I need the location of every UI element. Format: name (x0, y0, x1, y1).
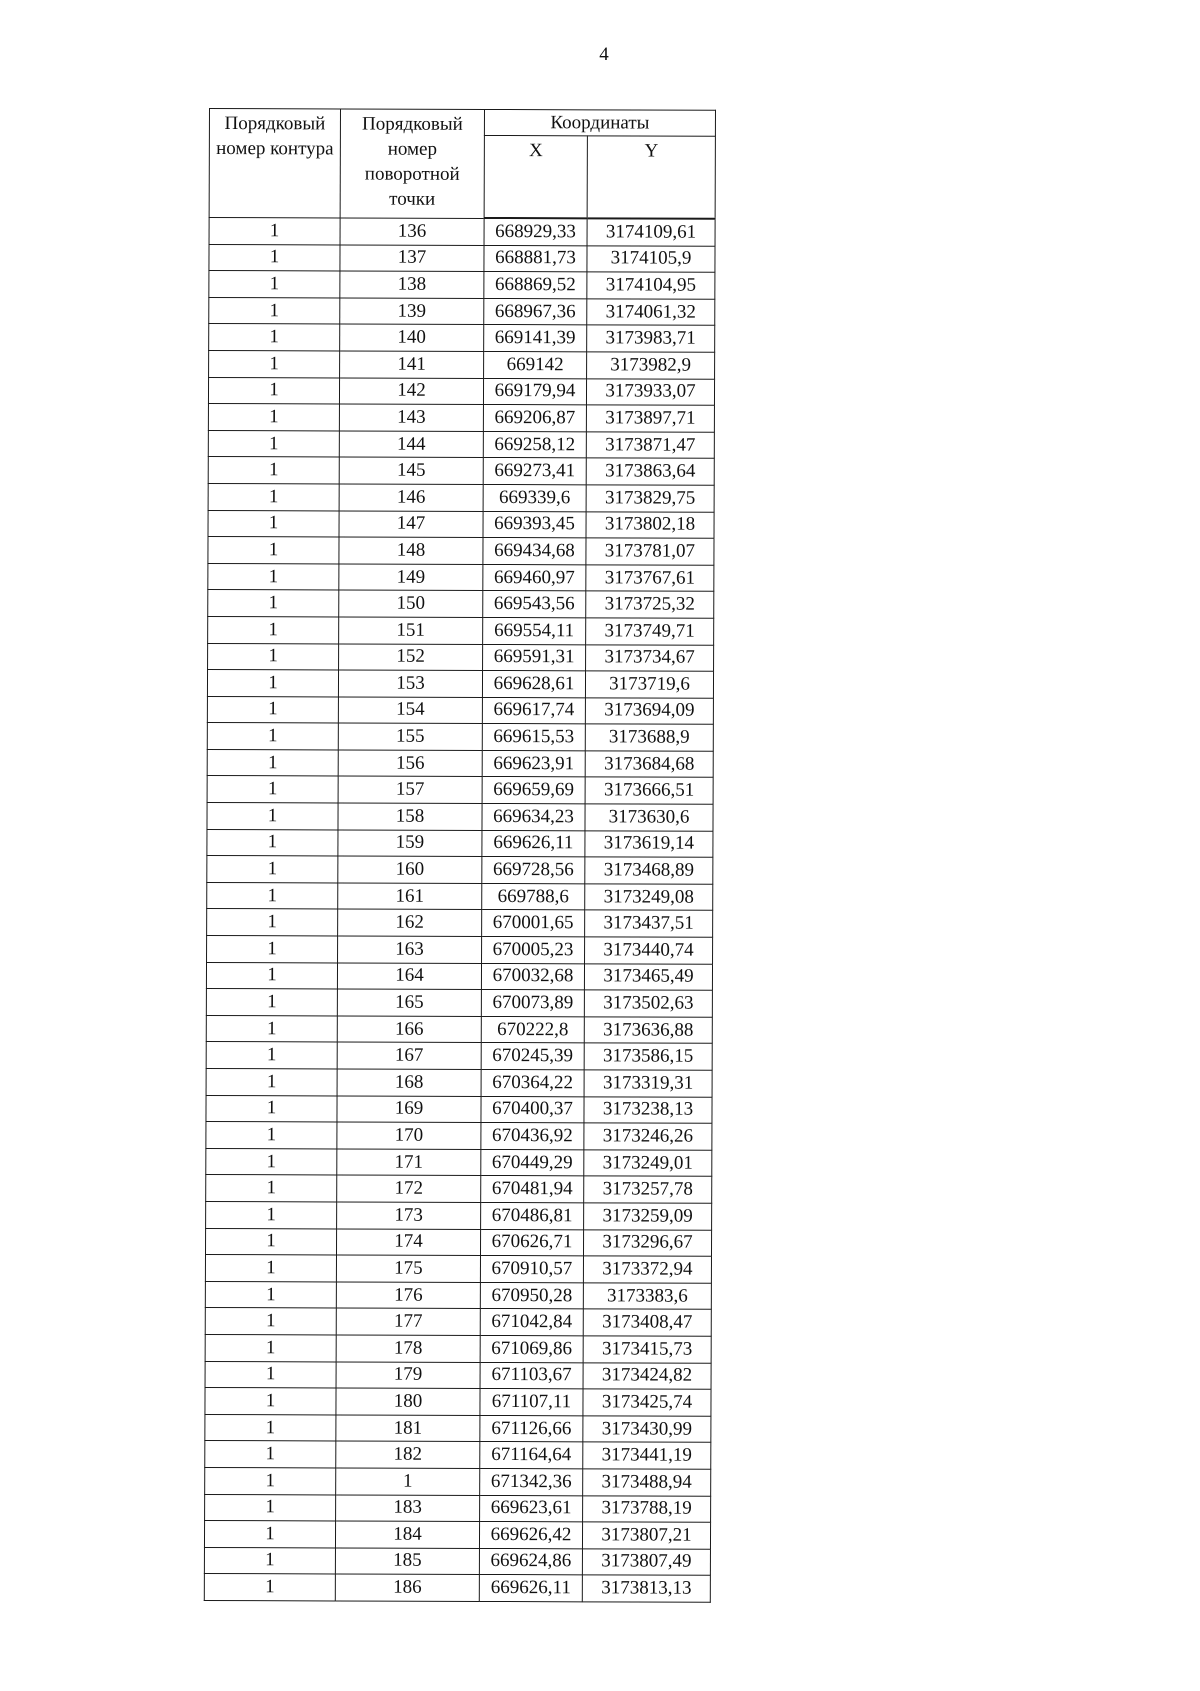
cell-y: 3173829,75 (586, 485, 714, 512)
cell-contour-number: 1 (206, 1095, 337, 1122)
cell-y: 3173788,19 (583, 1495, 711, 1522)
table-row (205, 1388, 711, 1416)
cell-point-number: 154 (338, 697, 482, 724)
cell-contour-number: 1 (208, 563, 339, 590)
cell-y: 3173430,99 (583, 1416, 711, 1443)
cell-point-number: 170 (337, 1122, 481, 1149)
cell-contour-number: 1 (205, 1441, 336, 1468)
cell-y: 3173502,63 (584, 990, 712, 1017)
cell-point-number: 144 (339, 431, 483, 458)
header-coordinates: Координаты (484, 109, 715, 136)
table-row (207, 829, 713, 857)
cell-contour-number: 1 (208, 404, 339, 431)
cell-x: 670436,92 (481, 1123, 584, 1150)
cell-point-number: 167 (337, 1042, 481, 1069)
cell-x: 670001,65 (482, 910, 585, 937)
cell-contour-number: 1 (207, 829, 338, 856)
cell-contour-number: 1 (207, 856, 338, 883)
cell-x: 669179,94 (483, 378, 586, 405)
cell-y: 3173259,09 (584, 1203, 712, 1230)
cell-x: 670222,8 (481, 1016, 584, 1043)
cell-point-number: 139 (340, 298, 484, 325)
cell-point-number: 165 (337, 989, 481, 1016)
cell-contour-number: 1 (204, 1521, 335, 1548)
table-row (207, 723, 713, 751)
cell-point-number: 181 (336, 1415, 480, 1442)
table-row (208, 377, 714, 405)
cell-y: 3173586,15 (584, 1043, 712, 1070)
cell-y: 3173465,49 (584, 963, 712, 990)
cell-contour-number: 1 (204, 1574, 335, 1601)
cell-y: 3173319,31 (584, 1070, 712, 1097)
cell-contour-number: 1 (205, 1228, 336, 1255)
cell-x: 671103,67 (480, 1362, 583, 1389)
table-row (208, 643, 714, 671)
cell-x: 670481,94 (481, 1176, 584, 1203)
cell-y: 3173982,9 (587, 352, 715, 379)
cell-point-number: 164 (337, 963, 481, 990)
cell-point-number: 1 (336, 1468, 480, 1495)
cell-x: 671042,84 (480, 1309, 583, 1336)
cell-y: 3174109,61 (587, 218, 715, 246)
table-row (206, 1201, 712, 1229)
cell-point-number: 185 (335, 1548, 479, 1575)
cell-y: 3173296,67 (583, 1229, 711, 1256)
cell-point-number: 142 (339, 378, 483, 405)
cell-x: 669788,6 (482, 883, 585, 910)
table-row (209, 271, 715, 299)
cell-point-number: 177 (336, 1308, 480, 1335)
cell-contour-number: 1 (206, 1068, 337, 1095)
table-row (205, 1334, 711, 1362)
table-row (208, 404, 714, 432)
table-row (209, 244, 715, 272)
cell-contour-number: 1 (205, 1334, 336, 1361)
cell-x: 671342,36 (480, 1468, 583, 1495)
cell-contour-number: 1 (208, 510, 339, 537)
cell-contour-number: 1 (206, 1148, 337, 1175)
cell-x: 670364,22 (481, 1069, 584, 1096)
cell-x: 670245,39 (481, 1043, 584, 1070)
cell-contour-number: 1 (206, 1122, 337, 1149)
table-row (205, 1255, 711, 1283)
cell-y: 3173719,6 (585, 671, 713, 698)
header-x: X (484, 135, 587, 218)
cell-point-number: 156 (338, 750, 482, 777)
cell-y: 3173684,68 (585, 751, 713, 778)
table-row (204, 1547, 710, 1575)
cell-contour-number: 1 (205, 1281, 336, 1308)
cell-y: 3173372,94 (583, 1256, 711, 1283)
cell-point-number: 146 (339, 484, 483, 511)
cell-y: 3173246,26 (584, 1123, 712, 1150)
cell-point-number: 152 (339, 643, 483, 670)
cell-x: 669339,6 (483, 484, 586, 511)
cell-contour-number: 1 (205, 1467, 336, 1494)
cell-y: 3173424,82 (583, 1362, 711, 1389)
cell-x: 669617,74 (482, 697, 585, 724)
cell-x: 671107,11 (480, 1389, 583, 1416)
cell-contour-number: 1 (209, 271, 340, 298)
cell-point-number: 172 (337, 1175, 481, 1202)
cell-point-number: 137 (340, 245, 484, 272)
table-row (207, 696, 713, 724)
table-row (208, 590, 714, 618)
cell-x: 669624,86 (479, 1548, 582, 1575)
cell-y: 3173734,67 (586, 644, 714, 671)
cell-contour-number: 1 (205, 1414, 336, 1441)
cell-contour-number: 1 (208, 377, 339, 404)
cell-contour-number: 1 (209, 244, 340, 271)
cell-x: 668967,36 (484, 298, 587, 325)
cell-contour-number: 1 (207, 936, 338, 963)
cell-x: 669591,31 (483, 644, 586, 671)
table-row (206, 962, 712, 990)
table-row (207, 776, 713, 804)
cell-x: 669623,91 (482, 750, 585, 777)
cell-contour-number: 1 (208, 457, 339, 484)
cell-contour-number: 1 (208, 616, 339, 643)
table-row (207, 803, 713, 831)
table-row (205, 1441, 711, 1469)
cell-contour-number: 1 (206, 989, 337, 1016)
cell-x: 669628,61 (482, 671, 585, 698)
cell-x: 671069,86 (480, 1335, 583, 1362)
cell-contour-number: 1 (208, 643, 339, 670)
cell-contour-number: 1 (207, 909, 338, 936)
cell-x: 668881,73 (484, 245, 587, 272)
table-row (208, 537, 714, 565)
cell-contour-number: 1 (207, 749, 338, 776)
cell-y: 3173468,89 (585, 857, 713, 884)
table-row (208, 430, 714, 458)
cell-contour-number: 1 (205, 1308, 336, 1335)
cell-x: 669554,11 (483, 617, 586, 644)
cell-y: 3173630,6 (585, 804, 713, 831)
cell-x: 669659,69 (482, 777, 585, 804)
table-row (205, 1308, 711, 1336)
cell-contour-number: 1 (208, 590, 339, 617)
cell-contour-number: 1 (205, 1388, 336, 1415)
cell-point-number: 169 (337, 1096, 481, 1123)
cell-point-number: 162 (338, 909, 482, 936)
cell-y: 3173440,74 (585, 937, 713, 964)
table-row (208, 563, 714, 591)
cell-point-number: 151 (339, 617, 483, 644)
table-row (208, 483, 714, 511)
cell-x: 670950,28 (480, 1282, 583, 1309)
table-body (204, 217, 715, 1602)
cell-x: 670449,29 (481, 1149, 584, 1176)
cell-contour-number: 1 (209, 350, 340, 377)
cell-point-number: 157 (338, 776, 482, 803)
table-row (205, 1361, 711, 1389)
cell-point-number: 158 (338, 803, 482, 830)
cell-y: 3173807,49 (582, 1549, 710, 1576)
cell-y: 3173636,88 (584, 1017, 712, 1044)
table-row (206, 1015, 712, 1043)
cell-x: 670032,68 (481, 963, 584, 990)
cell-contour-number: 1 (206, 1015, 337, 1042)
cell-y: 3173813,13 (582, 1575, 710, 1602)
table-row (209, 350, 715, 378)
cell-y: 3173415,73 (583, 1336, 711, 1363)
cell-contour-number: 1 (209, 217, 340, 245)
cell-x: 670910,57 (480, 1256, 583, 1283)
cell-point-number: 178 (336, 1335, 480, 1362)
table-row (207, 749, 713, 777)
cell-contour-number: 1 (209, 324, 340, 351)
page-number: 4 (599, 44, 609, 65)
cell-point-number: 184 (335, 1521, 479, 1548)
cell-x: 670073,89 (481, 990, 584, 1017)
cell-point-number: 174 (336, 1229, 480, 1256)
header-point-number: Порядковый номер поворотной точки (340, 109, 484, 218)
cell-point-number: 171 (337, 1149, 481, 1176)
table-row (207, 936, 713, 964)
table-row (208, 510, 714, 538)
cell-point-number: 148 (339, 537, 483, 564)
cell-y: 3173802,18 (586, 511, 714, 538)
cell-x: 669434,68 (483, 538, 586, 565)
table-row (205, 1281, 711, 1309)
cell-x: 668869,52 (484, 272, 587, 299)
cell-x: 669623,61 (480, 1495, 583, 1522)
table-row (209, 324, 715, 352)
cell-point-number: 141 (340, 351, 484, 378)
cell-x: 669141,39 (484, 325, 587, 352)
cell-y: 3173688,9 (585, 724, 713, 751)
table-row (208, 457, 714, 485)
cell-y: 3173437,51 (585, 910, 713, 937)
cell-point-number: 179 (336, 1361, 480, 1388)
header-contour-number: Порядковый номер контура (209, 109, 340, 218)
cell-contour-number: 1 (207, 776, 338, 803)
cell-y: 3173933,07 (586, 378, 714, 405)
table-row (205, 1467, 711, 1495)
cell-point-number: 168 (337, 1069, 481, 1096)
table-row (206, 989, 712, 1017)
cell-y: 3173441,19 (583, 1442, 711, 1469)
cell-point-number: 150 (339, 590, 483, 617)
cell-contour-number: 1 (206, 1175, 337, 1202)
cell-point-number: 140 (340, 324, 484, 351)
cell-x: 671164,64 (480, 1442, 583, 1469)
cell-x: 669634,23 (482, 804, 585, 831)
cell-x: 670486,81 (481, 1202, 584, 1229)
cell-point-number: 147 (339, 510, 483, 537)
table-header (209, 109, 715, 219)
cell-x: 669393,45 (483, 511, 586, 538)
table-row (209, 217, 715, 246)
table-row (206, 1042, 712, 1070)
cell-x: 669626,11 (479, 1575, 582, 1602)
cell-x: 668929,33 (484, 218, 587, 245)
cell-point-number: 183 (336, 1494, 480, 1521)
cell-x: 669626,42 (479, 1522, 582, 1549)
cell-y: 3173619,14 (585, 830, 713, 857)
cell-y: 3173871,47 (586, 432, 714, 459)
cell-y: 3173897,71 (586, 405, 714, 432)
cell-y: 3173666,51 (585, 777, 713, 804)
cell-point-number: 138 (340, 271, 484, 298)
table-row (207, 882, 713, 910)
cell-contour-number: 1 (207, 670, 338, 697)
cell-point-number: 159 (338, 830, 482, 857)
cell-point-number: 182 (336, 1441, 480, 1468)
cell-point-number: 161 (338, 883, 482, 910)
cell-point-number: 136 (340, 217, 484, 245)
cell-x: 669626,11 (482, 830, 585, 857)
cell-point-number: 186 (335, 1574, 479, 1601)
table-row (204, 1574, 710, 1602)
table-row (207, 856, 713, 884)
cell-y: 3173408,47 (583, 1309, 711, 1336)
table-row (206, 1068, 712, 1096)
cell-contour-number: 1 (209, 297, 340, 324)
cell-y: 3173383,6 (583, 1283, 711, 1310)
table-row (205, 1414, 711, 1442)
cell-x: 669142 (484, 351, 587, 378)
cell-contour-number: 1 (206, 1201, 337, 1228)
cell-point-number: 175 (336, 1255, 480, 1282)
table-row (204, 1521, 710, 1549)
cell-point-number: 160 (338, 856, 482, 883)
cell-y: 3174104,95 (587, 272, 715, 299)
cell-x: 669206,87 (483, 405, 586, 432)
cell-point-number: 163 (338, 936, 482, 963)
cell-x: 669273,41 (483, 458, 586, 485)
table-row (206, 1148, 712, 1176)
cell-x: 670626,71 (480, 1229, 583, 1256)
cell-y: 3173725,32 (586, 591, 714, 618)
cell-contour-number: 1 (208, 430, 339, 457)
cell-y: 3174061,32 (587, 299, 715, 326)
cell-contour-number: 1 (206, 962, 337, 989)
cell-contour-number: 1 (208, 537, 339, 564)
cell-y: 3173249,08 (585, 884, 713, 911)
coordinates-table (204, 108, 716, 1603)
cell-contour-number: 1 (204, 1547, 335, 1574)
cell-contour-number: 1 (207, 882, 338, 909)
cell-y: 3173257,78 (584, 1176, 712, 1203)
cell-contour-number: 1 (207, 723, 338, 750)
cell-y: 3173863,64 (586, 458, 714, 485)
cell-y: 3173983,71 (587, 325, 715, 352)
cell-y: 3174105,9 (587, 245, 715, 272)
cell-point-number: 145 (339, 457, 483, 484)
cell-point-number: 173 (337, 1202, 481, 1229)
table-row (207, 909, 713, 937)
cell-x: 669543,56 (483, 591, 586, 618)
cell-x: 669258,12 (483, 431, 586, 458)
cell-contour-number: 1 (208, 483, 339, 510)
cell-point-number: 143 (339, 404, 483, 431)
cell-y: 3173694,09 (585, 698, 713, 725)
cell-point-number: 180 (336, 1388, 480, 1415)
table-row (207, 670, 713, 698)
cell-point-number: 153 (338, 670, 482, 697)
cell-contour-number: 1 (205, 1255, 336, 1282)
cell-contour-number: 1 (205, 1361, 336, 1388)
table-row (206, 1122, 712, 1150)
table-row (208, 616, 714, 644)
cell-y: 3173488,94 (583, 1469, 711, 1496)
cell-contour-number: 1 (207, 696, 338, 723)
cell-x: 669728,56 (482, 857, 585, 884)
table-row (205, 1228, 711, 1256)
table-row (209, 297, 715, 325)
table-row (205, 1494, 711, 1522)
cell-x: 669460,97 (483, 564, 586, 591)
cell-y: 3173425,74 (583, 1389, 711, 1416)
cell-contour-number: 1 (206, 1042, 337, 1069)
cell-point-number: 176 (336, 1282, 480, 1309)
cell-point-number: 166 (337, 1016, 481, 1043)
cell-y: 3173767,61 (586, 565, 714, 592)
header-y: Y (587, 136, 715, 219)
cell-contour-number: 1 (205, 1494, 336, 1521)
cell-x: 670400,37 (481, 1096, 584, 1123)
cell-x: 669615,53 (482, 724, 585, 751)
cell-x: 670005,23 (482, 936, 585, 963)
cell-point-number: 155 (338, 723, 482, 750)
cell-y: 3173781,07 (586, 538, 714, 565)
cell-y: 3173249,01 (584, 1150, 712, 1177)
cell-contour-number: 1 (207, 803, 338, 830)
cell-y: 3173807,21 (582, 1522, 710, 1549)
table-row (206, 1175, 712, 1203)
cell-point-number: 149 (339, 564, 483, 591)
cell-x: 671126,66 (480, 1415, 583, 1442)
cell-y: 3173749,71 (586, 618, 714, 645)
cell-y: 3173238,13 (584, 1096, 712, 1123)
table-row (206, 1095, 712, 1123)
